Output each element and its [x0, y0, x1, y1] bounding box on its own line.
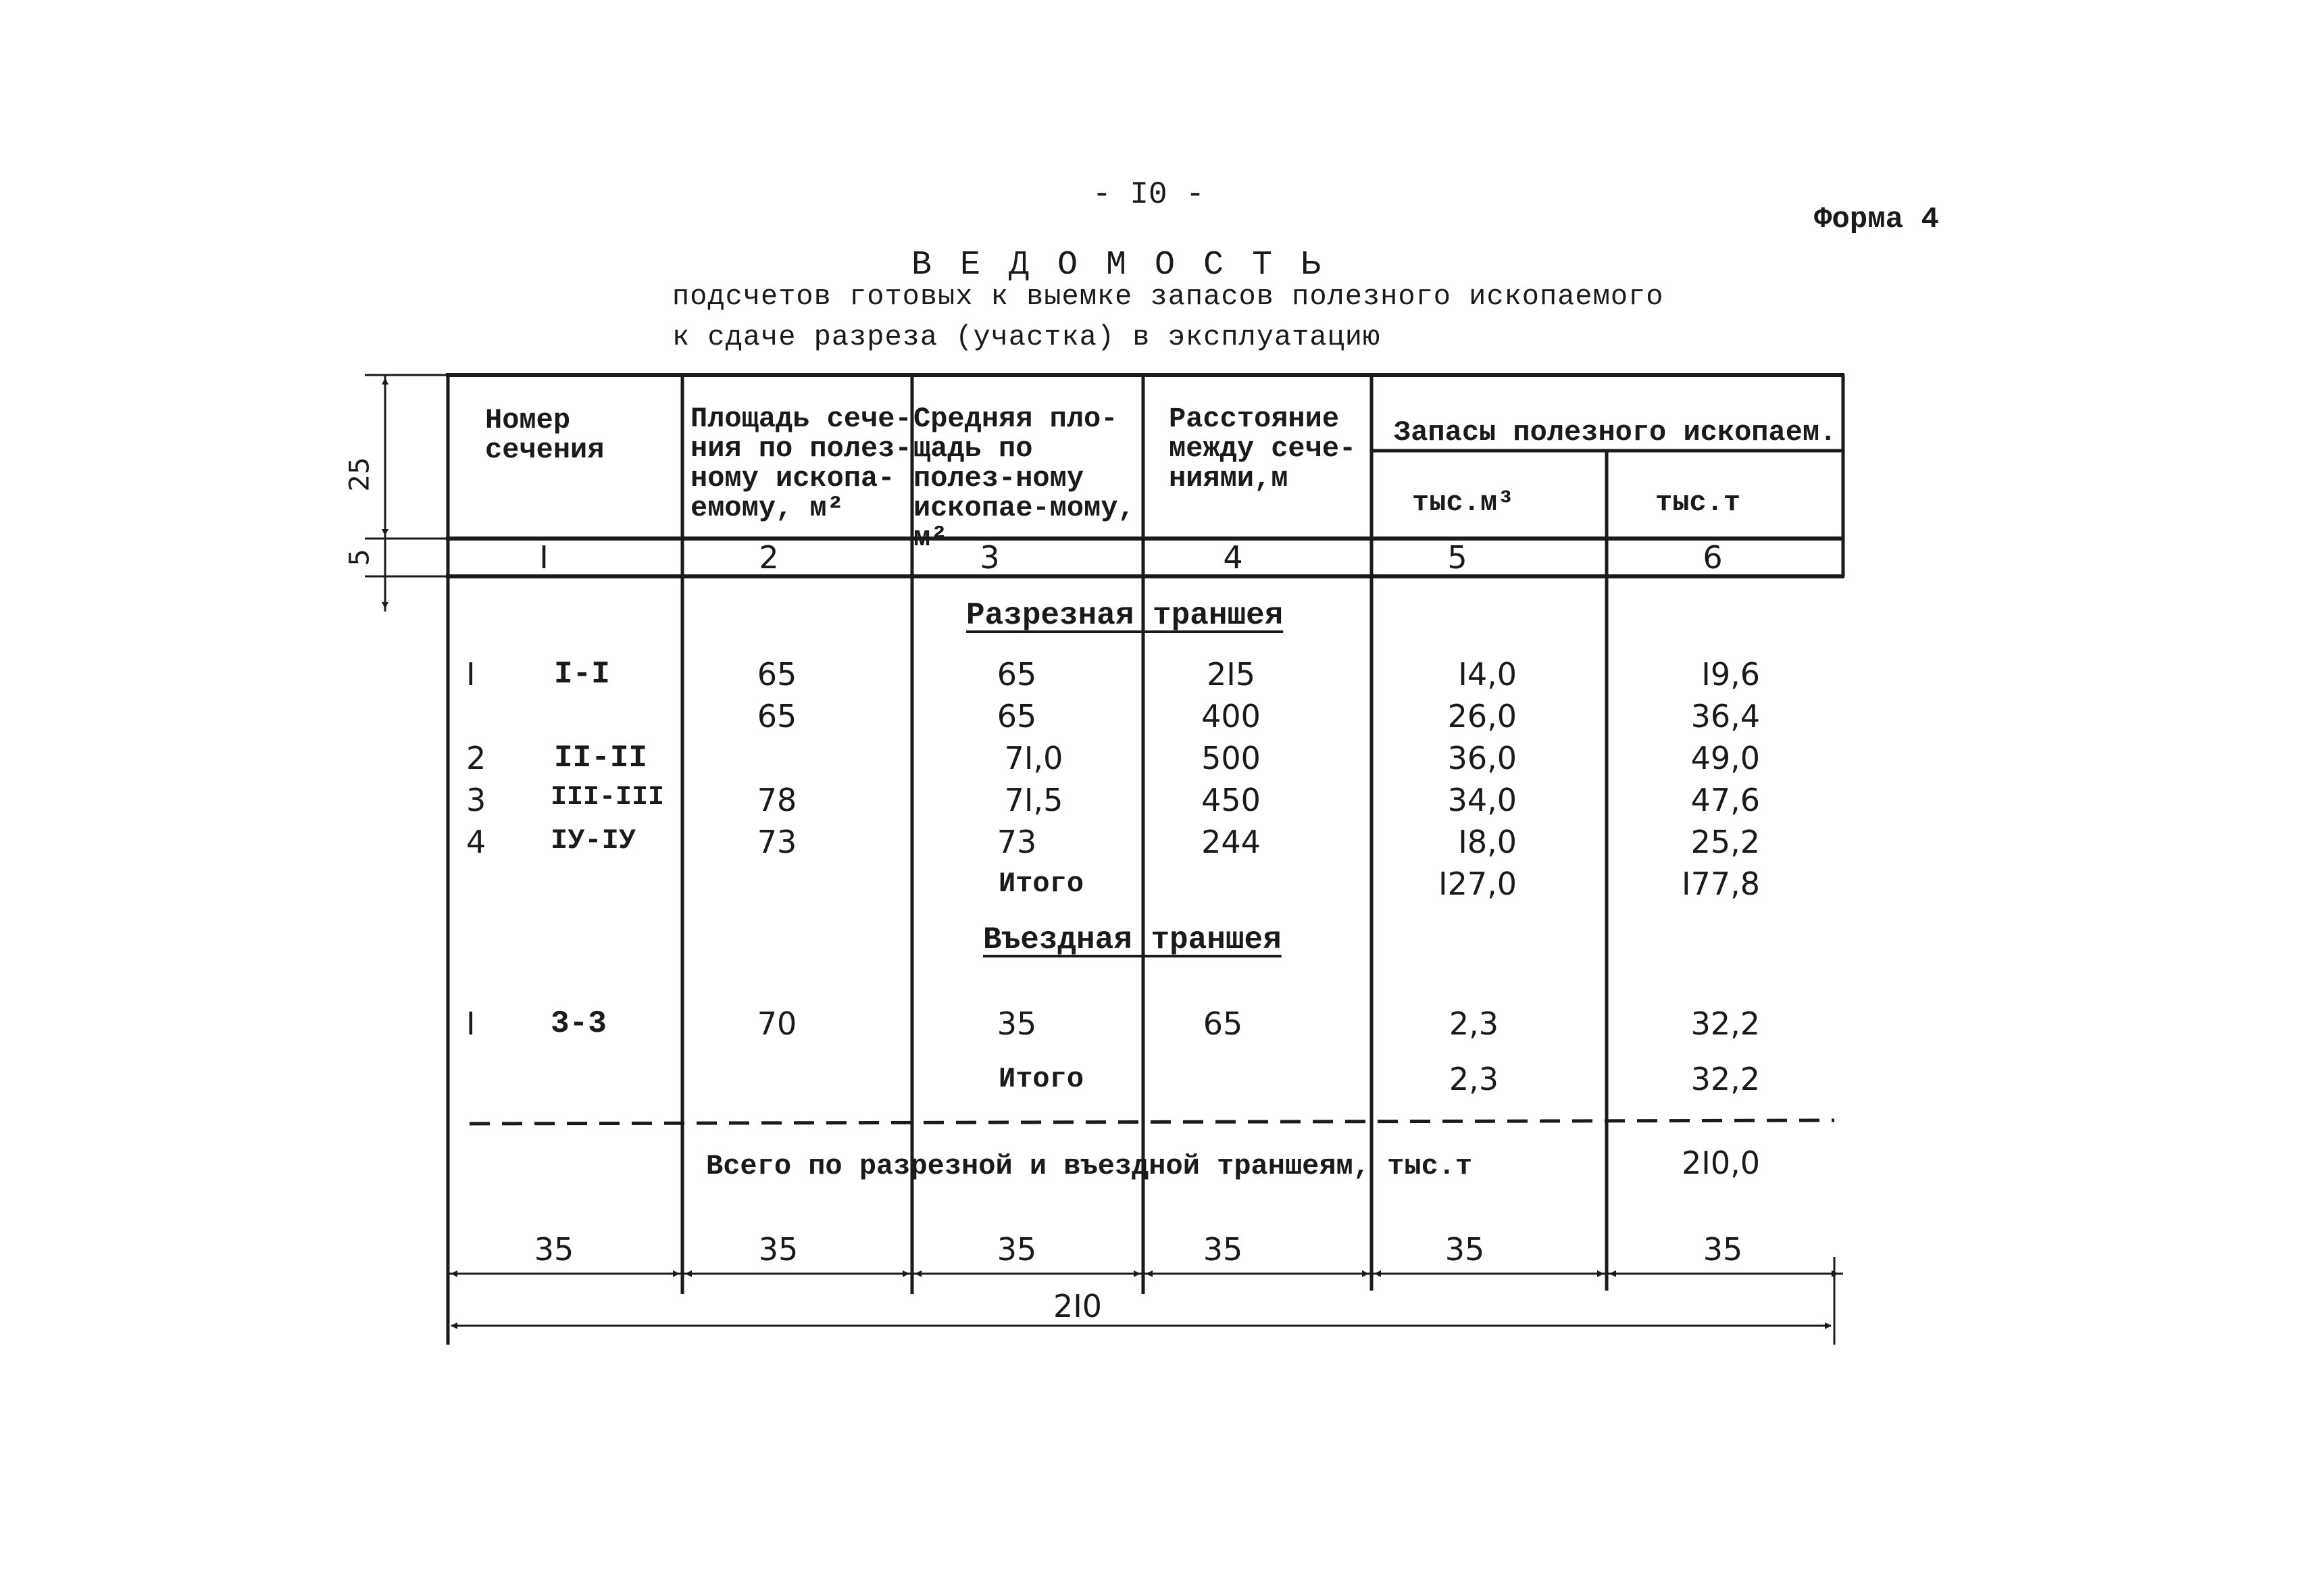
column-number-3: 3 — [980, 539, 1000, 576]
grand-total-label: Всего по разрезной и въездной траншеям, тыс.т — [706, 1150, 1473, 1182]
row-number: 2 — [466, 740, 486, 776]
column-header-section-number: Номер сечения — [485, 404, 605, 466]
reserves-thousand-m3: 26,0 — [1447, 698, 1517, 734]
reserves-thousand-m3: I8,0 — [1458, 824, 1517, 860]
average-area: 65 — [997, 698, 1037, 734]
row-number: 4 — [466, 824, 486, 860]
section-mark: I-I — [554, 657, 610, 692]
document-subtitle-1: подсчетов готовых к выемке запасов полезного ископаемого — [672, 280, 1664, 313]
row-number: 3 — [466, 782, 486, 818]
row-number: I — [466, 1005, 476, 1042]
column-width-dimension: 35 — [1203, 1231, 1243, 1268]
column-header-thousand-t: тыс.т — [1655, 487, 1741, 519]
column-header-section-area: Площадь сече-ния по полез-ному ископа-емому, м² — [690, 403, 912, 524]
total-width-dimension: 2I0 — [1053, 1288, 1103, 1324]
distance: 244 — [1201, 824, 1261, 860]
row-number: I — [466, 656, 476, 693]
distance: 400 — [1201, 698, 1261, 734]
column-number-1: I — [539, 539, 549, 576]
reserves-thousand-m3: 2,3 — [1449, 1005, 1499, 1042]
column-header-thousand-m3: тыс.м³ — [1412, 487, 1515, 519]
section-area: 73 — [757, 824, 797, 860]
total-label: Итого — [999, 868, 1084, 900]
section-mark: III-III — [551, 782, 665, 813]
section-mark: II-II — [554, 741, 648, 776]
distance: 450 — [1201, 782, 1261, 818]
total-thousand-t: 32,2 — [1690, 1061, 1760, 1097]
column-header-average-area: Средняя пло-щадь по полез-ному ископае-мому, м² — [913, 403, 1135, 554]
distance: 65 — [1203, 1005, 1243, 1042]
section-mark: IУ-IУ — [551, 824, 636, 857]
column-width-dimension: 35 — [1703, 1231, 1743, 1268]
column-number-2: 2 — [759, 539, 779, 576]
column-header-distance: Расстояние между сече-ниями,м — [1169, 403, 1357, 495]
reserves-thousand-t: 32,2 — [1690, 1005, 1760, 1042]
average-area: 65 — [997, 656, 1037, 693]
reserves-thousand-t: I9,6 — [1701, 656, 1760, 693]
document-title: В Е Д О М О С Т Ь — [911, 246, 1326, 284]
reserves-thousand-t: 47,6 — [1690, 782, 1760, 818]
column-number-4: 4 — [1223, 539, 1243, 576]
section-area: 65 — [757, 656, 797, 693]
column-width-dimension: 35 — [1444, 1231, 1485, 1268]
total-thousand-m3: 2,3 — [1449, 1061, 1499, 1097]
average-area: 7I,5 — [1004, 782, 1063, 818]
column-number-6: 6 — [1703, 539, 1723, 576]
form-label: Форма 4 — [1814, 203, 1939, 236]
section-area: 78 — [757, 782, 797, 818]
total-label: Итого — [999, 1063, 1084, 1095]
section-title-entry-trench: Въездная траншея — [983, 922, 1282, 957]
reserves-thousand-m3: I4,0 — [1458, 656, 1517, 693]
column-width-dimension: 35 — [534, 1231, 574, 1268]
total-thousand-m3: I27,0 — [1438, 866, 1517, 902]
section-mark: 3-3 — [551, 1006, 607, 1041]
reserves-thousand-t: 49,0 — [1690, 740, 1760, 776]
distance: 2I5 — [1206, 656, 1256, 693]
grand-total-value: 2I0,0 — [1682, 1145, 1760, 1181]
section-title-cut-trench: Разрезная траншея — [966, 598, 1284, 633]
total-thousand-t: I77,8 — [1682, 866, 1760, 902]
section-area: 65 — [757, 698, 797, 734]
column-header-reserves-group: Запасы полезного ископаем. — [1394, 416, 1837, 449]
header-height-dimension: 25 — [344, 457, 376, 492]
column-width-dimension: 35 — [997, 1231, 1037, 1268]
reserves-thousand-t: 36,4 — [1690, 698, 1760, 734]
section-area: 70 — [757, 1005, 797, 1042]
reserves-thousand-t: 25,2 — [1690, 824, 1760, 860]
reserves-thousand-m3: 36,0 — [1447, 740, 1517, 776]
column-width-dimension: 35 — [758, 1231, 799, 1268]
average-area: 7I,0 — [1004, 740, 1063, 776]
average-area: 35 — [997, 1005, 1037, 1042]
distance: 500 — [1201, 740, 1261, 776]
document-subtitle-2: к сдаче разреза (участка) в эксплуатацию — [672, 321, 1381, 353]
number-row-height-dimension: 5 — [344, 549, 376, 566]
page-number: - I0 - — [1092, 177, 1205, 212]
column-number-5: 5 — [1447, 539, 1467, 576]
reserves-thousand-m3: 34,0 — [1447, 782, 1517, 818]
average-area: 73 — [997, 824, 1037, 860]
